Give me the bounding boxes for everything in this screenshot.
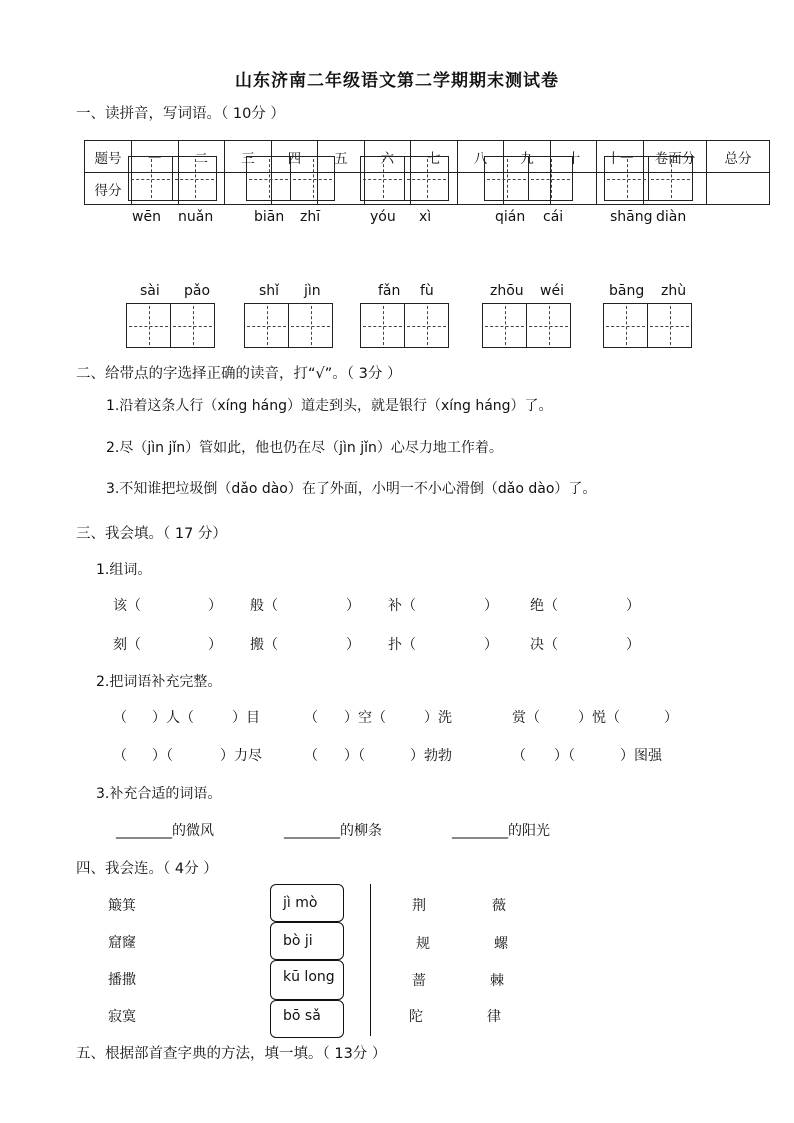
matching-char[interactable]: 陀: [409, 1009, 423, 1025]
score-cell[interactable]: [707, 173, 770, 205]
idiom-part: ）力尽: [220, 748, 262, 764]
table-cell: 九: [504, 141, 551, 173]
table-cell: 得分: [85, 173, 132, 205]
writing-grid[interactable]: [360, 156, 449, 201]
matching-char[interactable]: 螺: [494, 936, 508, 952]
question-item: 2.尽（jìn jǐn）管如此，他也仍在尽（jìn jǐn）心尽力地工作着。: [106, 440, 503, 456]
zuci-label: 绝（: [530, 598, 558, 614]
pinyin-label: qián: [495, 209, 526, 225]
idiom-part: （: [304, 710, 318, 726]
table-cell: 六: [364, 141, 411, 173]
fill-blank-phrase: ________的柳条: [284, 823, 382, 839]
pinyin-label: xì: [419, 209, 432, 225]
subsection-heading: 3.补充合适的词语。: [96, 786, 222, 802]
fill-blank-phrase: ________的阳光: [452, 823, 550, 839]
table-cell: 三: [225, 141, 272, 173]
idiom-part: （: [113, 710, 127, 726]
writing-grid[interactable]: [482, 303, 571, 348]
question-item: 1.沿着这条人行（xíng háng）道走到头，就是银行（xíng háng）了。: [106, 398, 553, 414]
zuci-paren: ）: [484, 637, 498, 653]
zuci-label: 决（: [530, 637, 558, 653]
writing-grid[interactable]: [128, 156, 217, 201]
zuci-label: 补（: [388, 598, 416, 614]
pinyin-label: biān: [254, 209, 285, 225]
pinyin-box[interactable]: jì mò: [270, 884, 344, 922]
table-cell: 五: [318, 141, 365, 173]
matching-char[interactable]: 薇: [492, 898, 506, 914]
zuci-paren: ）: [208, 637, 222, 653]
pinyin-label: shǐ: [259, 283, 280, 299]
section-1-heading: 一、读拼音，写词语。（ 10分 ）: [76, 106, 285, 122]
zuci-label: 该（: [113, 598, 141, 614]
pinyin-box[interactable]: kū long: [270, 960, 344, 1000]
matching-char[interactable]: 荆: [412, 898, 426, 914]
matching-word[interactable]: 寂寞: [108, 1009, 136, 1025]
pinyin-label: pǎo: [184, 283, 211, 299]
zuci-label: 扑（: [388, 637, 416, 653]
pinyin-label: zhù: [661, 283, 687, 299]
zuci-label: 搬（: [250, 637, 278, 653]
writing-grid[interactable]: [244, 303, 333, 348]
pinyin-label: bāng: [609, 283, 645, 299]
table-cell: 八: [457, 141, 504, 173]
writing-grid[interactable]: [360, 303, 449, 348]
matching-char[interactable]: 律: [487, 1009, 501, 1025]
page-title: 山东济南二年级语文第二学期期末测试卷: [235, 71, 559, 91]
table-cell: 卷面分: [644, 141, 707, 173]
idiom-part: ）空（: [344, 710, 386, 726]
idiom-part: 赏（: [512, 710, 540, 726]
idiom-part: ）（: [554, 748, 575, 764]
zuci-label: 般（: [250, 598, 278, 614]
zuci-paren: ）: [346, 637, 360, 653]
pinyin-label: sài: [140, 283, 160, 299]
table-cell: 十: [550, 141, 597, 173]
divider-line: [370, 884, 371, 1036]
writing-grid[interactable]: [603, 303, 692, 348]
matching-char[interactable]: 蔷: [412, 973, 426, 989]
idiom-part: ）: [664, 710, 678, 726]
pinyin-label: fù: [420, 283, 434, 299]
pinyin-label: wéi: [540, 283, 564, 299]
pinyin-label: shāng: [610, 209, 653, 225]
table-cell: 二: [178, 141, 225, 173]
pinyin-label: diàn: [656, 209, 687, 225]
matching-word[interactable]: 簸箕: [108, 898, 136, 914]
pinyin-label: yóu: [370, 209, 396, 225]
idiom-part: （: [304, 748, 318, 764]
subsection-heading: 2.把词语补充完整。: [96, 674, 222, 690]
pinyin-label: zhōu: [490, 283, 524, 299]
idiom-part: ）（: [152, 748, 173, 764]
table-cell: 七: [411, 141, 458, 173]
section-2-heading: 二、给带点的字选择正确的读音，打“√”。（ 3分 ）: [76, 366, 402, 382]
pinyin-label: nuǎn: [178, 209, 214, 225]
pinyin-box[interactable]: bō sǎ: [270, 1000, 344, 1038]
matching-char[interactable]: 规: [416, 936, 430, 952]
pinyin-label: wēn: [132, 209, 161, 225]
pinyin-label: fǎn: [378, 283, 401, 299]
zuci-paren: ）: [484, 598, 498, 614]
writing-grid[interactable]: [604, 156, 693, 201]
subsection-heading: 1.组词。: [96, 562, 152, 578]
idiom-part: ）悦（: [578, 710, 620, 726]
idiom-part: ）人（: [152, 710, 194, 726]
matching-word[interactable]: 播撒: [108, 972, 136, 988]
zuci-paren: ）: [208, 598, 222, 614]
section-3-heading: 三、我会填。（ 17 分）: [76, 526, 227, 542]
pinyin-box[interactable]: bò ji: [270, 922, 344, 960]
pinyin-label: zhī: [300, 209, 321, 225]
writing-grid[interactable]: [484, 156, 573, 201]
table-cell: 题号: [85, 141, 132, 173]
table-cell: 总分: [707, 141, 770, 173]
zuci-label: 刻（: [113, 637, 141, 653]
table-cell: 十一: [597, 141, 644, 173]
section-5-heading: 五、根据部首查字典的方法，填一填。（ 13分 ）: [76, 1046, 387, 1062]
idiom-part: ）图强: [620, 748, 662, 764]
table-cell: 一: [132, 141, 179, 173]
zuci-paren: ）: [346, 598, 360, 614]
idiom-part: （: [512, 748, 526, 764]
section-4-heading: 四、我会连。（ 4分 ）: [76, 861, 218, 877]
fill-blank-phrase: ________的微风: [116, 823, 214, 839]
idiom-part: ）洗: [424, 710, 452, 726]
pinyin-label: cái: [543, 209, 564, 225]
table-cell: 四: [271, 141, 318, 173]
pinyin-label: jìn: [304, 283, 321, 299]
matching-char[interactable]: 棘: [490, 973, 504, 989]
idiom-part: （: [113, 748, 127, 764]
zuci-paren: ）: [626, 598, 640, 614]
idiom-part: ）目: [232, 710, 260, 726]
idiom-part: ）勃勃: [410, 748, 452, 764]
question-item: 3.不知谁把垃圾倒（dǎo dào）在了外面，小明一不小心滑倒（dǎo dào）了。: [106, 481, 597, 497]
writing-grid[interactable]: [126, 303, 215, 348]
matching-word[interactable]: 窟窿: [108, 935, 136, 951]
zuci-paren: ）: [626, 637, 640, 653]
idiom-part: ）（: [344, 748, 365, 764]
writing-grid[interactable]: [246, 156, 335, 201]
